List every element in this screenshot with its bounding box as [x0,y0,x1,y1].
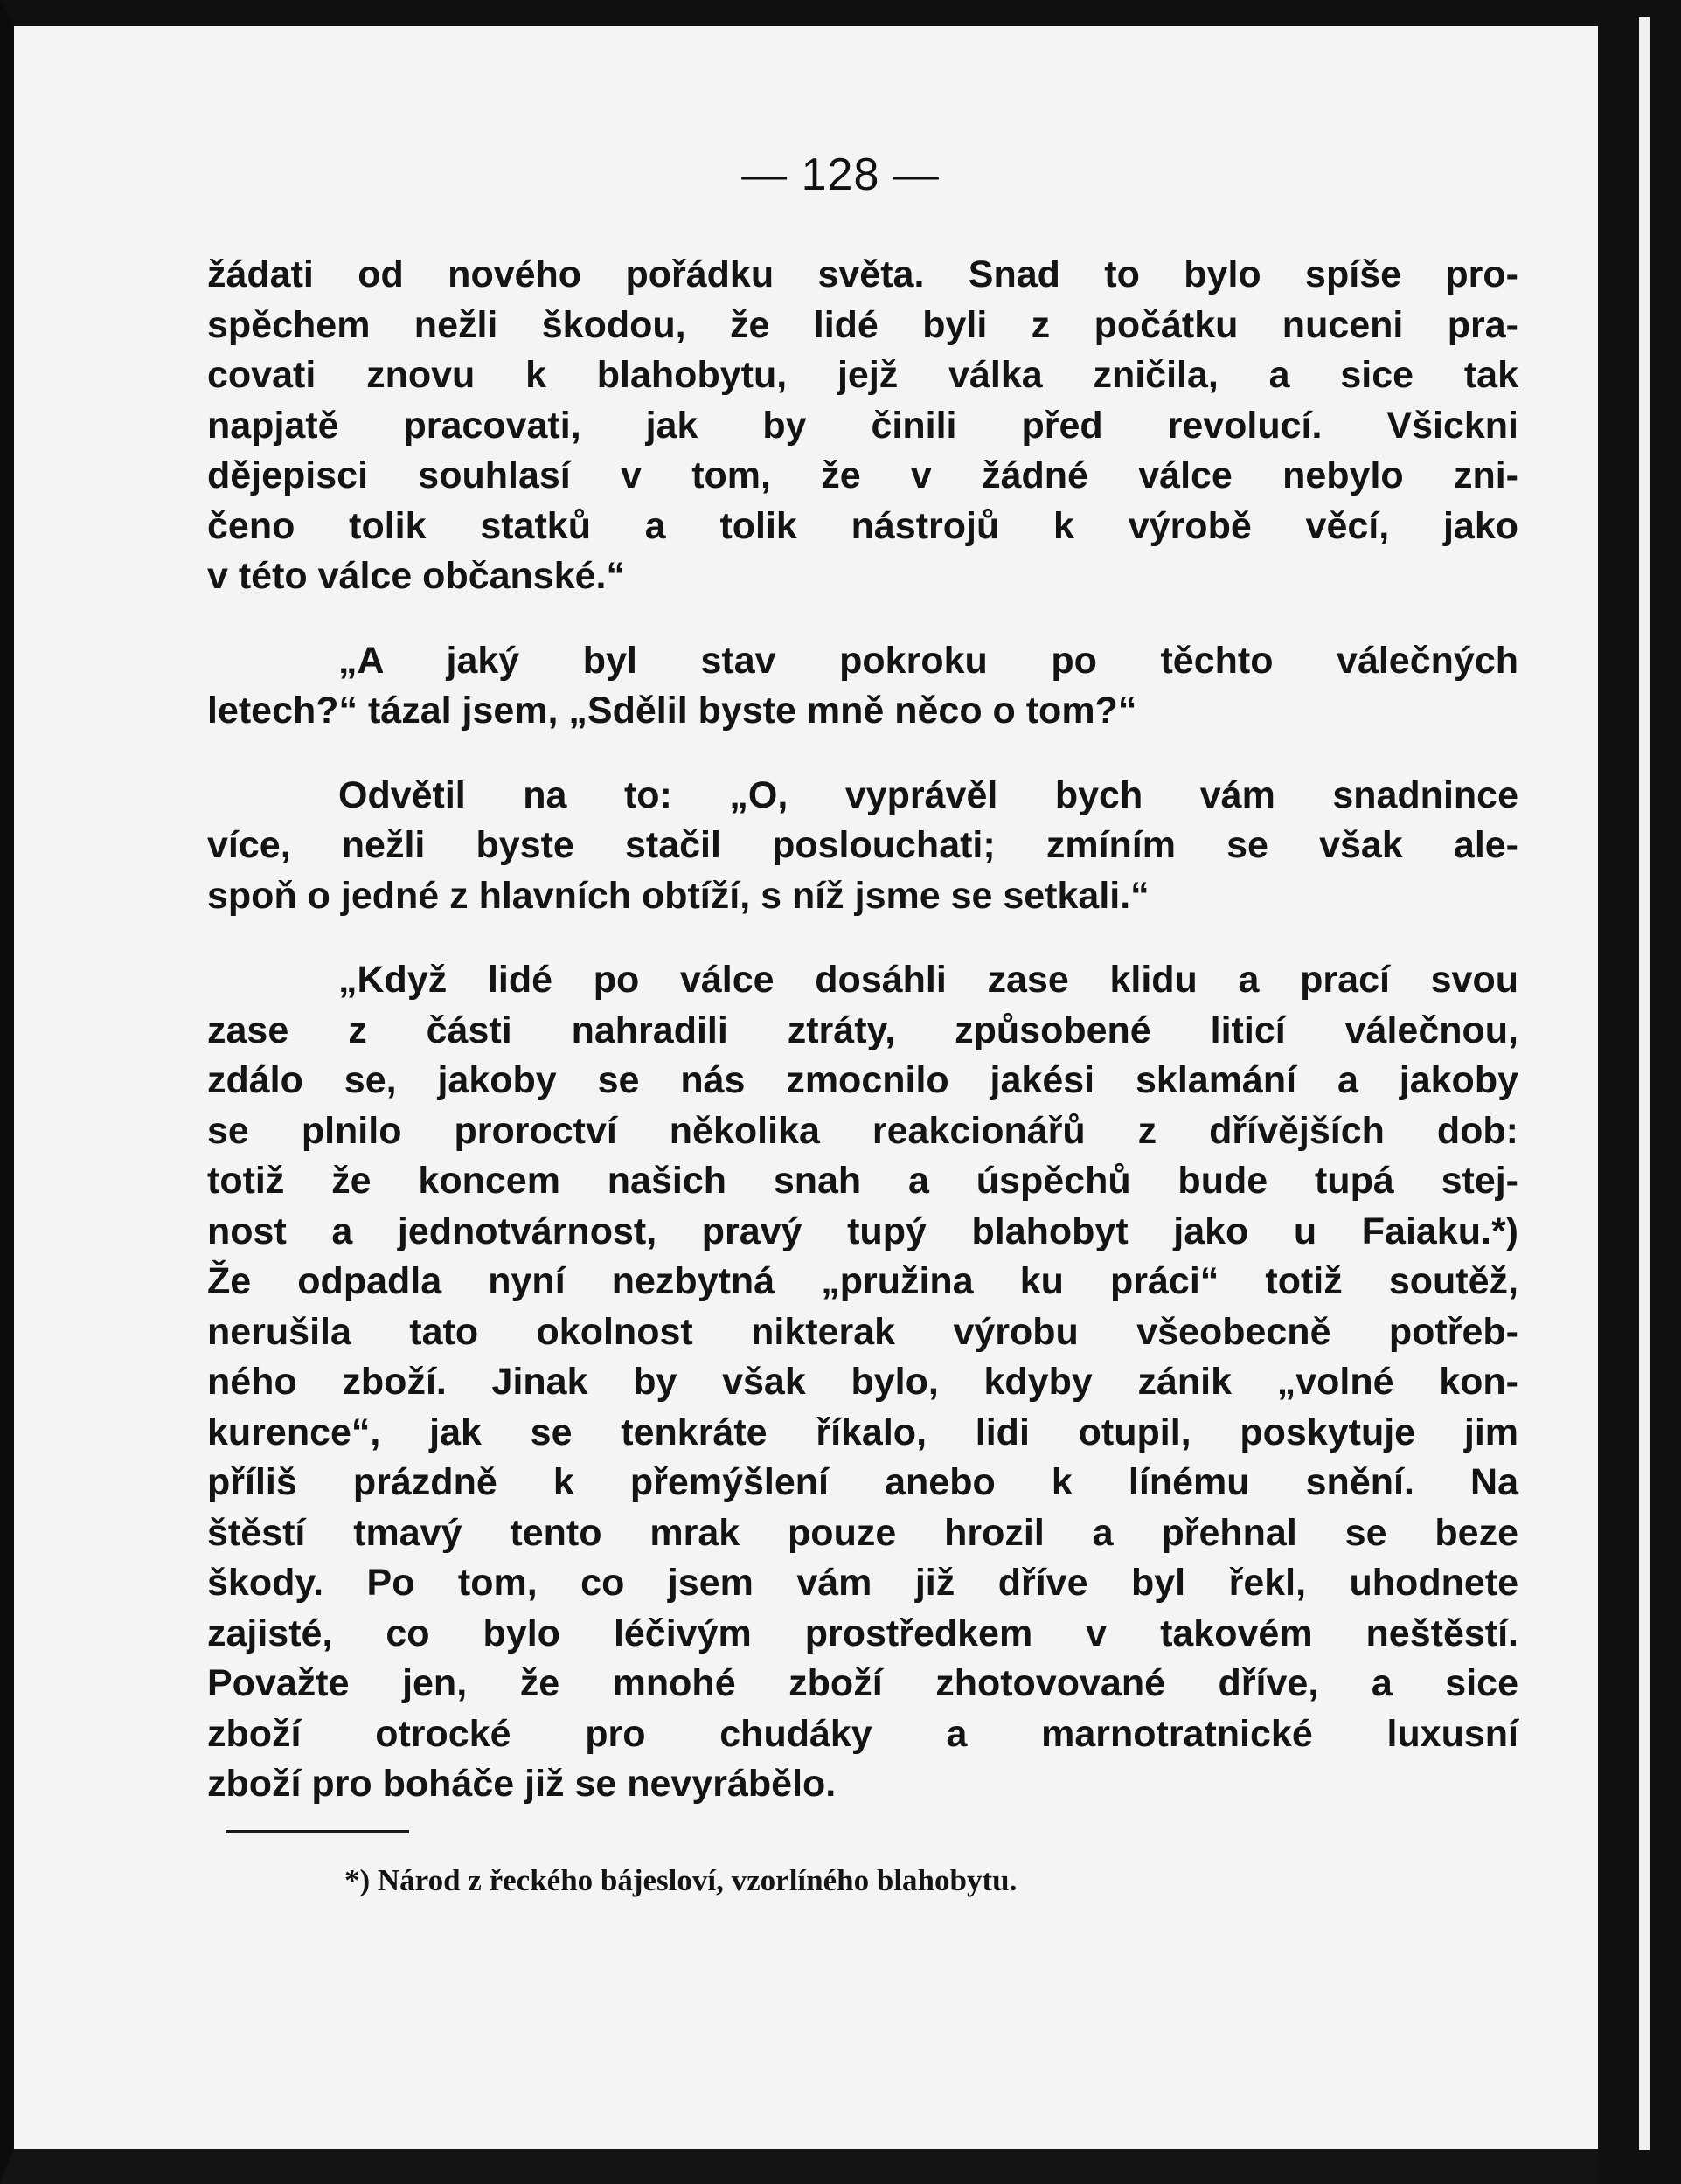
text-line: zdálo se, jakoby se nás zmocnilo jakési sklamání a jakoby [207,1059,1518,1101]
text-line: „Když lidé po válce dosáhli zase klidu a prací svou [338,959,1518,1001]
text-line: zboží pro boháče již se nevyrábělo. [207,1763,837,1805]
paragraph-3 [207,771,1518,922]
text-line: ného zboží. Jinak by však bylo, kdyby zánik „volné kon- [207,1361,1518,1403]
text-line: napjatě pracovati, jak by činili před revolucí. Všickni [207,404,1518,447]
text-line: zajisté, co bylo léčivým prostředkem v takovém neštěstí. [207,1612,1518,1654]
footnote: *) Národ z řeckého bájesloví, vzorlíného blahobytu. [344,1863,1018,1897]
paragraph-4 [207,955,1518,1810]
text-line: Odvětil na to: „O, vyprávěl bych vám snadnince [338,773,1518,816]
text-line: nost a jednotvárnost, pravý tupý blahobyt jako u Faiaku.*) [207,1210,1518,1252]
text-line: zboží otrocké pro chudáky a marnotratnické luxusní [207,1712,1518,1755]
text-line: škody. Po tom, co jsem vám již dříve byl řekl, uhodnete [207,1562,1518,1604]
text-line: letech?“ tázal jsem, „Sdělil byste mně něco o tom?“ [207,690,1137,731]
text-line: kurence“, jak se tenkráte říkalo, lidi otupil, poskytuje jim [207,1411,1518,1453]
text-line: štěstí tmavý tento mrak pouze hrozil a přehnal se beze [207,1511,1518,1554]
text-line: covati znovu k blahobytu, jejž válka zničila, a sice tak [207,354,1518,396]
text-line: nerušila tato okolnost nikterak výrobu všeobecně potřeb- [207,1310,1518,1353]
paragraph-1 [207,250,1518,602]
next-page-edge [1639,17,1650,2150]
text-line: Že odpadla nyní nezbytná „pružina ku práci“ totiž soutěž, [207,1260,1518,1302]
text-line: příliš prázdně k přemýšlení anebo k línému snění. Na [207,1461,1518,1503]
text-line: více, nežli byste stačil poslouchati; zmíním se však ale- [207,824,1518,866]
body-text [207,250,1518,1810]
text-line: žádati od nového pořádku světa. Snad to bylo spíše pro- [207,253,1518,295]
text-line: dějepisci souhlasí v tom, že v žádné válce nebylo zni- [207,454,1518,496]
footnote-divider [226,1830,409,1833]
page-number: — 128 — [741,149,940,200]
text-line: zase z části nahradili ztráty, způsobené liticí válečnou, [207,1009,1518,1051]
text-line: čeno tolik statků a tolik nástrojů k výrobě věcí, jako [207,504,1518,547]
text-line: se plnilo proroctví několika reakcionářů z dřívějších dob: [207,1109,1518,1152]
text-line: spoň o jedné z hlavních obtíží, s níž jsme se setkali.“ [207,874,1150,917]
text-line: „A jaký byl stav pokroku po těchto válečných [338,639,1518,682]
paragraph-2 [207,636,1518,737]
text-line: totiž že koncem našich snah a úspěchů bude tupá stej- [207,1160,1518,1202]
text-line: spěchem nežli škodou, že lidé byli z počátku nuceni pra- [207,303,1518,346]
text-line: Považte jen, že mnohé zboží zhotovované dříve, a sice [207,1662,1518,1704]
text-line: v této válce občanské.“ [207,555,625,597]
